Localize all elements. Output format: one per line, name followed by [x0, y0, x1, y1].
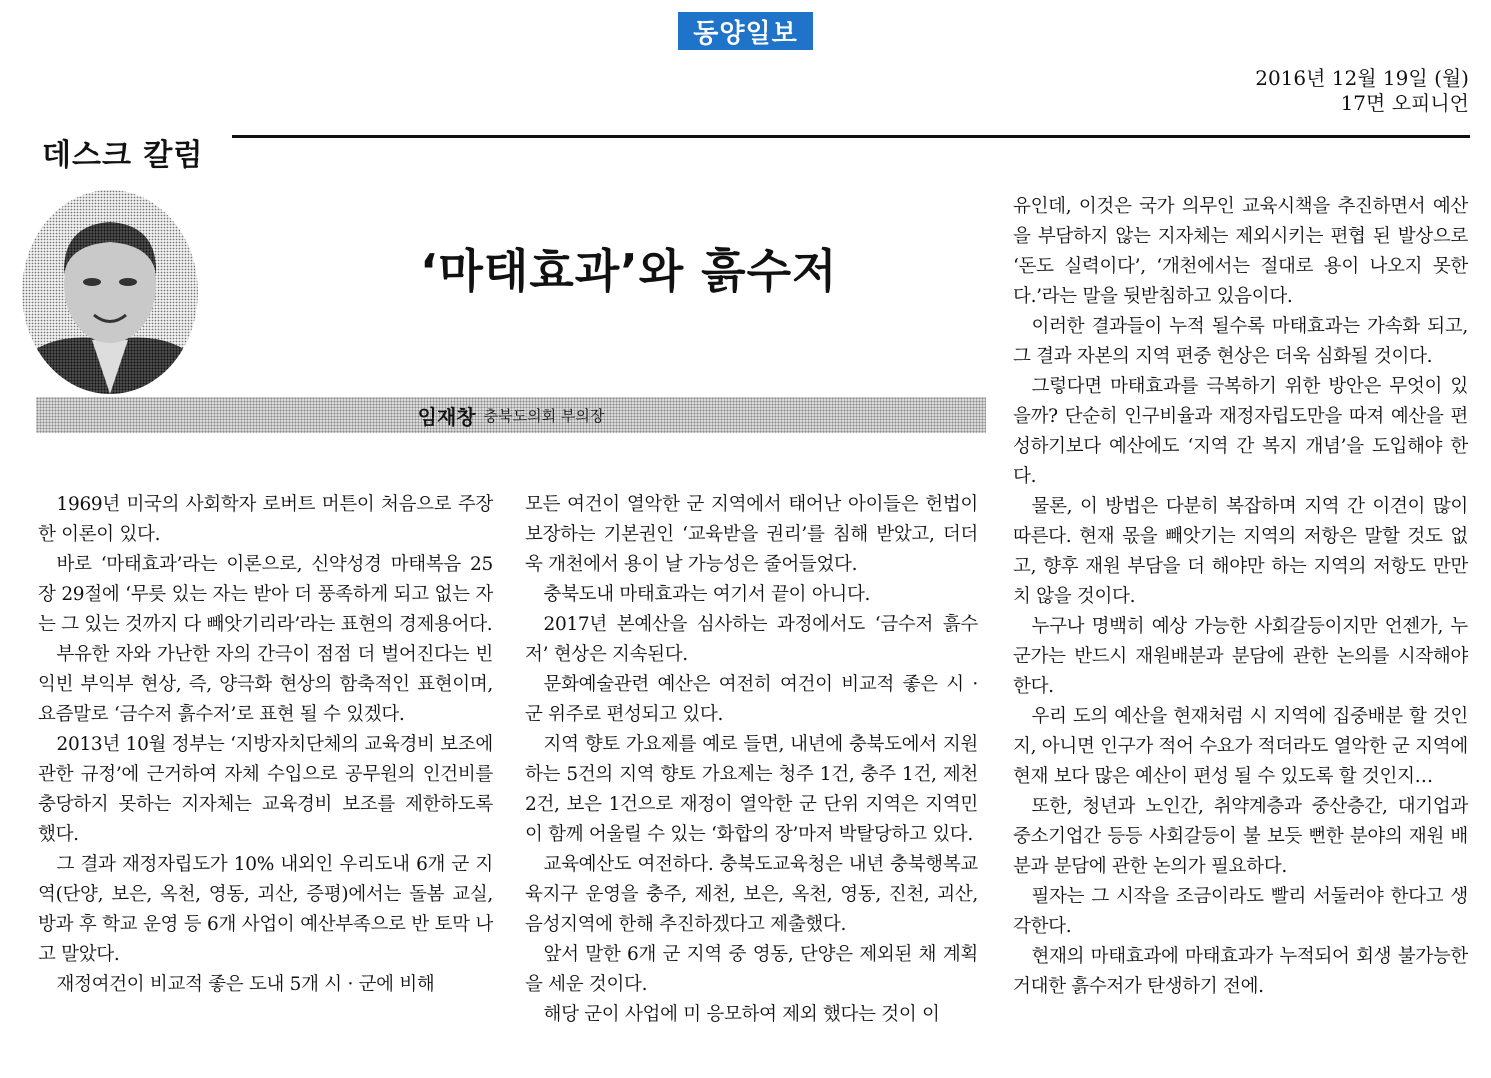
paragraph: 또한, 청년과 노인간, 취약계층과 중산층간, 대기업과 중소기업간 등등 사회갈등이 불 보듯 뻔한 분야의 재원 배분과 분담에 관한 논의가 필요하다.: [1013, 796, 1468, 877]
paragraph: 현재의 마태효과에 마태효과가 누적되어 회생 불가능한 거대한 흙수저가 탄생하기 전에.: [1013, 946, 1468, 997]
newspaper-logo: 동양일보: [678, 12, 813, 50]
article-column-3: [1013, 192, 1468, 1002]
section-label: 데스크 칼럼: [42, 138, 204, 173]
dateline: [1255, 66, 1469, 116]
paragraph: 2013년 10월 정부는 ‘지방자치단체의 교육경비 보조에 관한 규정’에 근거하여 자체 수입으로 공무원의 인건비를 충당하지 못하는 지자체는 교육경비 보조를 제한하도록 했다.: [38, 734, 493, 845]
paragraph: 바로 ‘마태효과’라는 이론으로, 신약성경 마태복음 25장 29절에 ‘무릇 있는 자는 받아 더 풍족하게 되고 없는 자는 그 있는 것까지 다 빼앗기리라’라는 표현의 경제용어다.: [38, 554, 493, 635]
paragraph: 물론, 이 방법은 다분히 복잡하며 지역 간 이견이 많이 따른다. 현재 몫을 빼앗기는 지역의 저항은 말할 것도 없고, 향후 재원 부담을 더 해야만 하는 지역의 저항도 만만치 않을 것이다.: [1013, 496, 1468, 607]
publish-date: 2016년 12월 19일 (월): [1255, 66, 1469, 90]
paragraph: 해당 군이 사업에 미 응모하여 제외 했다는 것이 이: [543, 1004, 940, 1025]
author-name: 임재창: [417, 404, 476, 429]
paragraph: 그 결과 재정자립도가 10% 내외인 우리도내 6개 군 지역(단양, 보은, 옥천, 영동, 괴산, 증평)에서는 돌봄 교실, 방과 후 학교 운영 등 6개 사업이 예산부족으로 반 토막 나고 말았다.: [38, 854, 493, 965]
paragraph: 유인데, 이것은 국가 의무인 교육시책을 추진하면서 예산을 부담하지 않는 지자체는 제외시키는 편협 된 발상으로 ‘돈도 실력이다’, ‘개천에서는 절대로 용이 나오지 못한다.’라는 말을 뒷받침하고 있음이다.: [1013, 196, 1468, 307]
paragraph: 필자는 그 시작을 조금이라도 빨리 서둘러야 한다고 생각한다.: [1013, 886, 1468, 937]
paragraph: 이러한 결과들이 누적 될수록 마태효과는 가속화 되고, 그 결과 자본의 지역 편중 현상은 더욱 심화될 것이다.: [1013, 316, 1468, 367]
article-column-1: [38, 490, 493, 1000]
paragraph: 모든 여건이 열악한 군 지역에서 태어난 아이들은 헌법이 보장하는 기본권인 ‘교육받을 권리’를 침해 받았고, 더더욱 개천에서 용이 날 가능성은 줄어들었다.: [525, 494, 978, 575]
section-rule: [232, 135, 1470, 138]
paragraph: 부유한 자와 가난한 자의 간극이 점점 더 벌어진다는 빈익빈 부익부 현상, 즉, 양극화 현상의 함축적인 표현이며, 요즘말로 ‘금수저 흙수저’로 표현 될 수 있겠다.: [38, 644, 493, 725]
paragraph: 충북도내 마태효과는 여기서 끝이 아니다.: [543, 584, 871, 605]
paragraph: 2017년 본예산을 심사하는 과정에서도 ‘금수저 흙수저’ 현상은 지속된다.: [525, 614, 978, 665]
portrait-image: [22, 190, 198, 394]
article-column-2: [525, 490, 978, 1030]
author-title: 충북도의회 부의장: [483, 406, 605, 425]
paragraph: 우리 도의 예산을 현재처럼 시 지역에 집중배분 할 것인지, 아니면 인구가 적어 수요가 적더라도 열악한 군 지역에 현재 보다 많은 예산이 편성 될 수 있도록 할 것인지…: [1013, 706, 1468, 787]
paragraph: 문화예술관련 예산은 여전히 여건이 비교적 좋은 시 · 군 위주로 편성되고 있다.: [525, 674, 978, 725]
page-info: 17면 오피니언: [1340, 91, 1469, 115]
headline: ‘마태효과’와 흙수저: [420, 244, 838, 298]
paragraph: 지역 향토 가요제를 예로 들면, 내년에 충북도에서 지원하는 5건의 지역 향토 가요제는 청주 1건, 충주 1건, 제천 2건, 보은 1건으로 재정이 열악한 군 단위 지역은 지역민이 함께 어울릴 수 있는 ‘화합의 장’마저 박탈당하고 있다.: [525, 734, 978, 845]
paragraph: 교육예산도 여전하다. 충북도교육청은 내년 충북행복교육지구 운영을 충주, 제천, 보은, 옥천, 영동, 진천, 괴산, 음성지역에 한해 추진하겠다고 제출했다.: [525, 854, 978, 935]
paragraph: 재정여건이 비교적 좋은 도내 5개 시 · 군에 비해: [56, 974, 435, 995]
paragraph: 그렇다면 마태효과를 극복하기 위한 방안은 무엇이 있을까? 단순히 인구비율과 재정자립도만을 따져 예산을 편성하기보다 예산에도 ‘지역 간 복지 개념’을 도입해야 한다.: [1013, 376, 1468, 487]
paragraph: 1969년 미국의 사회학자 로버트 머튼이 처음으로 주장한 이론이 있다.: [38, 494, 493, 545]
author-photo: [22, 190, 198, 394]
paragraph: 누구나 명백히 예상 가능한 사회갈등이지만 언젠가, 누군가는 반드시 재원배분과 분담에 관한 논의를 시작해야 한다.: [1013, 616, 1468, 697]
byline-bar: [36, 397, 986, 433]
paragraph: 앞서 말한 6개 군 지역 중 영동, 단양은 제외된 채 계획을 세운 것이다.: [525, 944, 978, 995]
